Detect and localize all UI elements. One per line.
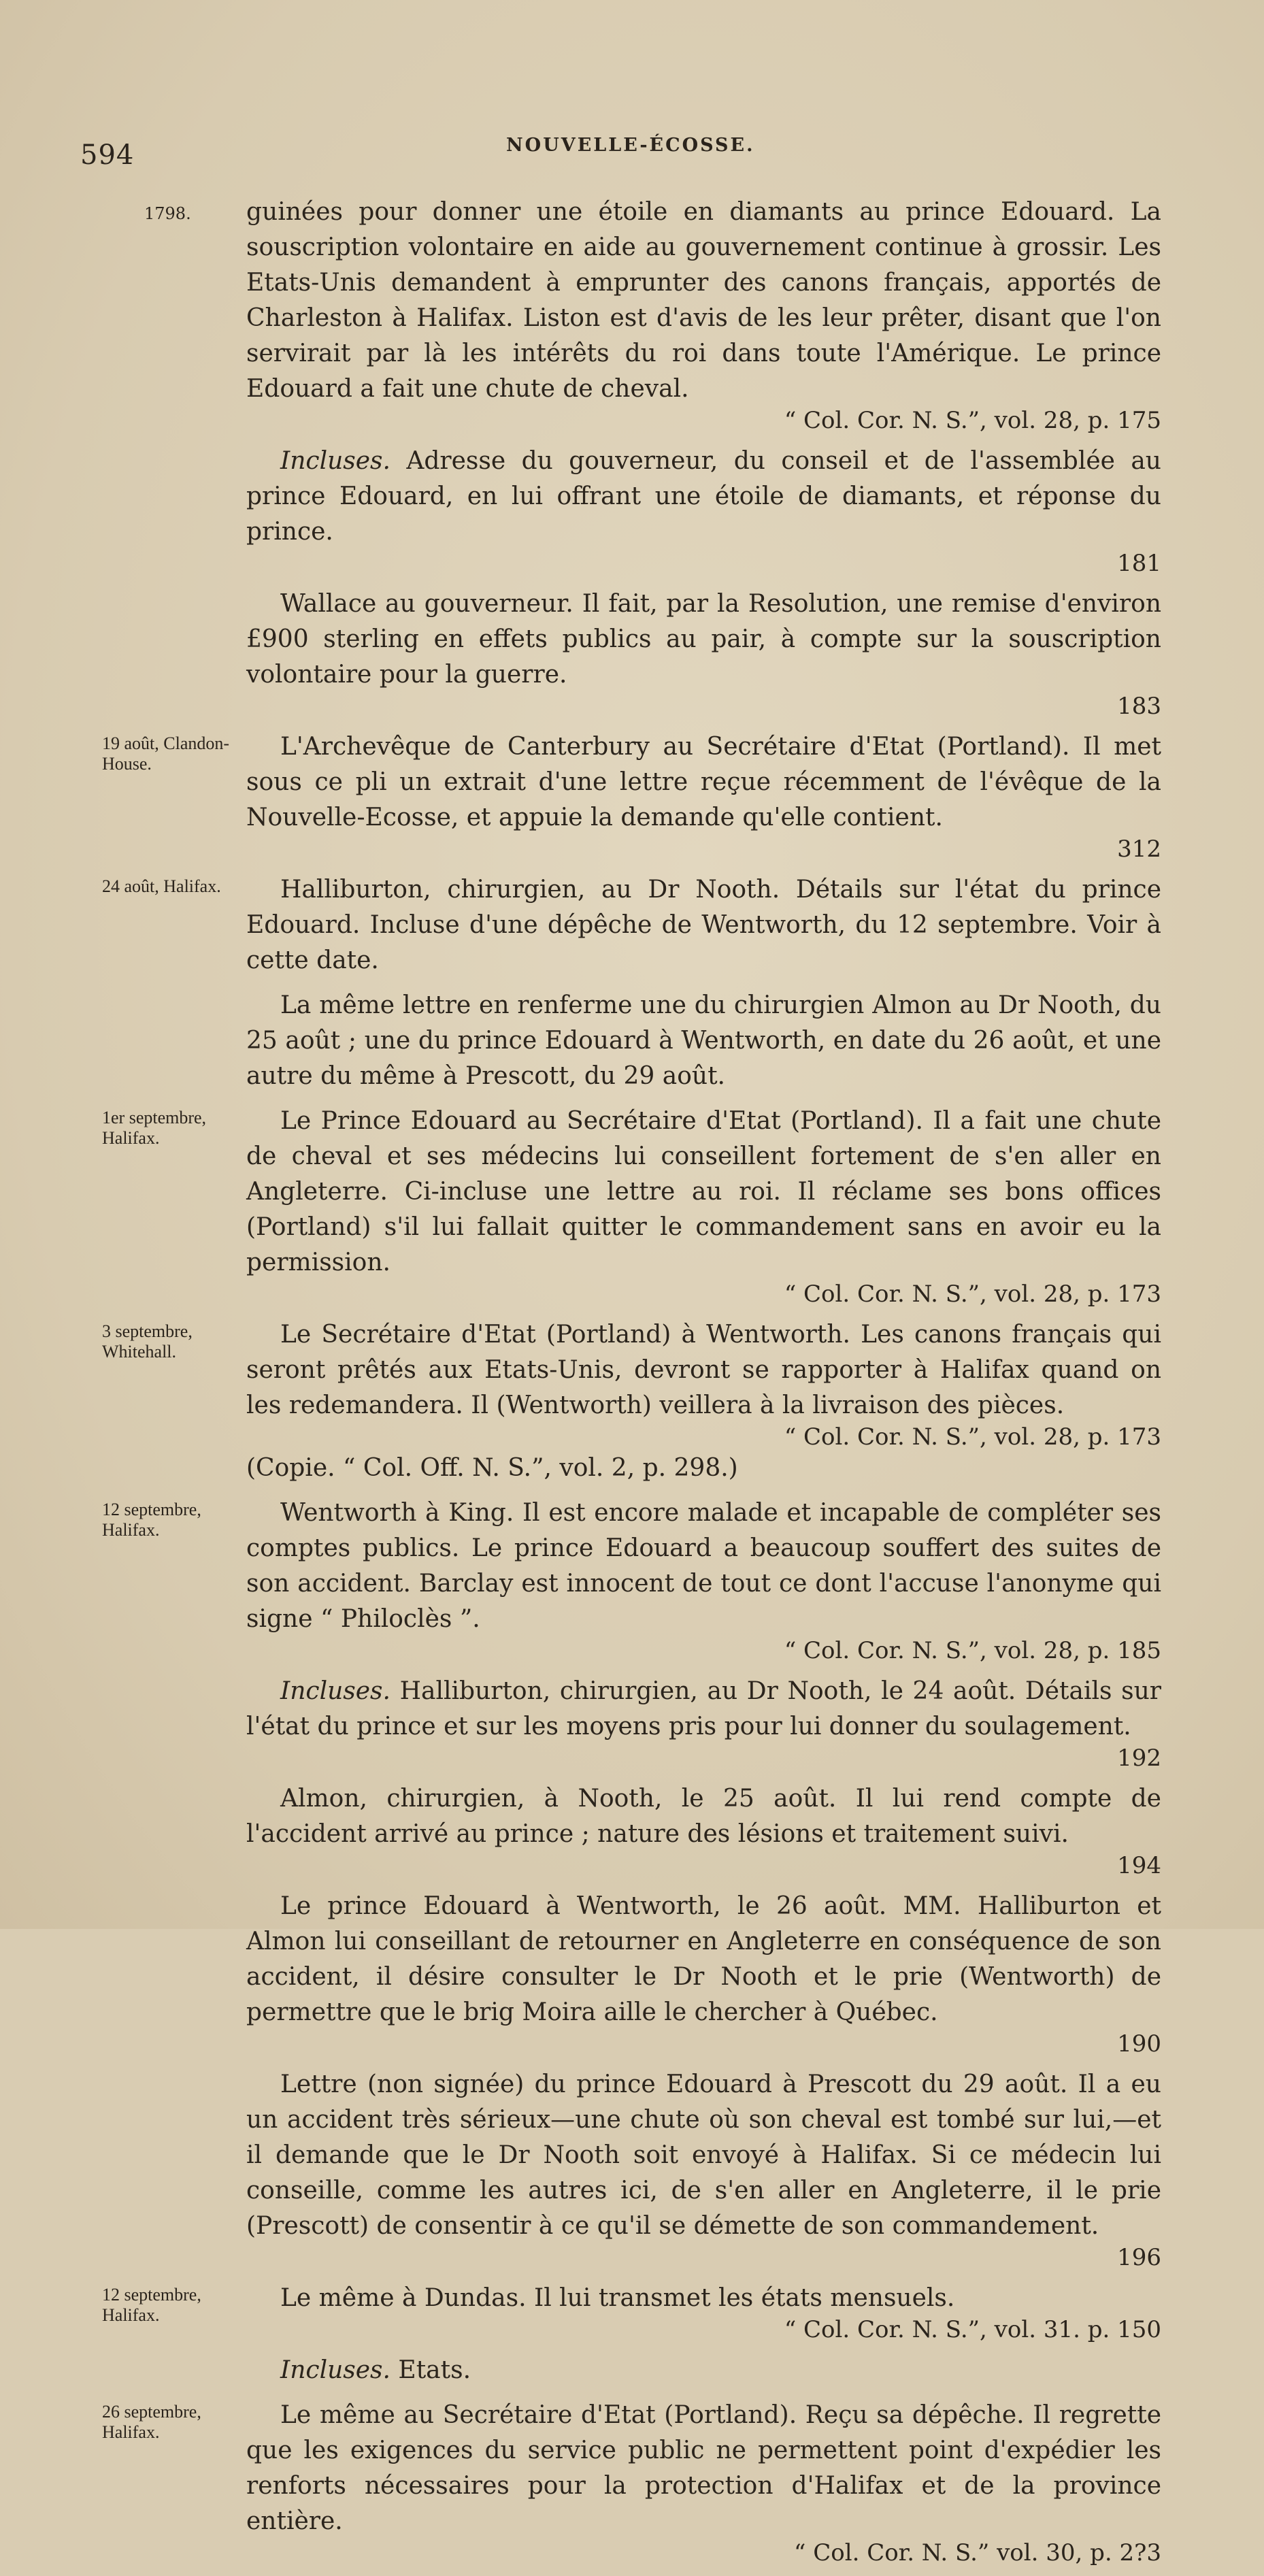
entry-text: [246, 872, 1161, 978]
calendar-entry: [102, 729, 1161, 863]
calendar-entry: [246, 587, 1161, 720]
entry-reference: “ Col. Cor. N. S.”, vol. 28, p. 175: [784, 407, 1161, 434]
entry-dateline: 1er septembre, Halifax.: [102, 1108, 207, 1148]
entry-text: [246, 2281, 1161, 2316]
entry-dateline: 19 août, Clandon-House.: [102, 733, 230, 774]
calendar-entry: [246, 2353, 1161, 2388]
year-marker: 1798.: [144, 204, 191, 223]
entry-reference: 181: [1117, 550, 1161, 577]
entry-text: [246, 2398, 1161, 2539]
entry-reference: 190: [1117, 2030, 1161, 2058]
entry-body: Le Secrétaire d'Etat (Portland) à Wentworth. Les canons français qui seront prêtés aux Etats-Unis, devront se rapporter à Halifax quand on les redemandera. Il (Wentworth) veillera à la livraison des pièces.: [246, 1321, 1161, 1419]
entry-reference: “ Col. Cor. N. S.”, vol. 28, p. 185: [784, 1637, 1161, 1664]
entry-body: Almon, chirurgien, à Nooth, le 25 août. Il lui rend compte de l'accident arrivé au prince ; nature des lésions et traitement suivi.: [246, 1785, 1161, 1848]
entry-lead: Incluses.: [280, 2356, 390, 2384]
entry-text: [246, 1889, 1161, 2030]
entry-body: La même lettre en renferme une du chirurgien Almon au Dr Nooth, du 25 août ; une du prince Edouard à Wentworth, en date du 26 août, et une autre du même à Prescott, du 29 août.: [246, 991, 1161, 1090]
entry-body: guinées pour donner une étoile en diamants au prince Edouard. La souscription volontaire en aide au gouvernement continue à grossir. Les Etats-Unis demandent à emprunter des canons français, apportés de Charleston à Halifax. Liston est d'avis de les leur prêter, disant que l'on servirait par là les intérêts du roi dans toute l'Amérique. Le prince Edouard a fait une chute de cheval.: [246, 198, 1161, 403]
entry-reference: 312: [1117, 836, 1161, 863]
calendar-entry: [246, 1889, 1161, 2058]
calendar-entry: [102, 1104, 1161, 1308]
calendar-entry: [102, 2281, 1161, 2343]
entry-copy-reference: (Copie. “ Col. Off. N. S.”, vol. 2, p. 298.): [246, 1454, 738, 1482]
entry-text: [246, 1104, 1161, 1281]
entry-lead: Incluses.: [280, 447, 390, 475]
entry-text: [246, 2067, 1161, 2244]
entry-reference: 194: [1117, 1852, 1161, 1879]
entry-reference: “ Col. Cor. N. S.”, vol. 31. p. 150: [784, 2316, 1161, 2343]
entry-body: Lettre (non signée) du prince Edouard à Prescott du 29 août. Il a eu un accident très sérieux—une chute où son cheval est tombé sur lui,—et il demande que le Dr Nooth soit envoyé à Halifax. Si ce médecin lui conseille, comme les autres ici, de s'en aller en Angleterre, il le prie (Prescott) de consentir à ce qu'il se démette de son commandement.: [246, 2070, 1161, 2240]
entry-reference: 196: [1117, 2244, 1161, 2271]
entry-body: Halliburton, chirurgien, au Dr Nooth. Détails sur l'état du prince Edouard. Incluse d'une dépêche de Wentworth, du 12 septembre. Voir à cette date.: [246, 876, 1161, 974]
entry-body: Le Prince Edouard au Secrétaire d'Etat (Portland). Il a fait une chute de cheval et ses médecins lui conseillent fortement de s'en aller en Angleterre. Ci-incluse une lettre au roi. Il réclame ses bons offices (Portland) s'il lui fallait quitter le commandement sans en avoir eu la permission.: [246, 1107, 1161, 1276]
entry-dateline: 12 septembre, Halifax.: [102, 1500, 201, 1540]
entry-text: [246, 1781, 1161, 1852]
calendar-entry: [102, 2398, 1161, 2566]
entry-reference: 192: [1117, 1745, 1161, 1772]
entry-text: [246, 1496, 1161, 1637]
entry-text: [246, 2353, 1161, 2388]
entry-dateline: 26 septembre, Halifax.: [102, 2402, 201, 2442]
entry-text: [246, 444, 1161, 550]
entry-body: Halliburton, chirurgien, au Dr Nooth, le 24 août. Détails sur l'état du prince et sur les moyens pris pour lui donner du soulagement.: [246, 1677, 1161, 1740]
entry-text: [246, 1674, 1161, 1745]
entry-text: [246, 587, 1161, 693]
calendar-entry: [102, 1496, 1161, 1664]
entry-body: L'Archevêque de Canterbury au Secrétaire d'Etat (Portland). Il met sous ce pli un extrait d'une lettre reçue récemment de l'évêque de la Nouvelle-Ecosse, et appuie la demande qu'elle contient.: [246, 733, 1161, 831]
entry-body: Le même à Dundas. Il lui transmet les états mensuels.: [280, 2284, 955, 2312]
entry-body: Le même au Secrétaire d'Etat (Portland). Reçu sa dépêche. Il regrette que les exigences du service public ne permettent point d'expédier les renforts nécessaires pour la protection d'Halifax et de la province entière.: [246, 2401, 1161, 2535]
entry-dateline: 12 septembre, Halifax.: [102, 2285, 201, 2325]
entry-reference: “ Col. Cor. N. S.”, vol. 28, p. 173: [784, 1281, 1161, 1308]
calendar-entry: [246, 1781, 1161, 1879]
entry-reference: 183: [1117, 693, 1161, 720]
entry-dateline: 24 août, Halifax.: [102, 876, 221, 896]
entry-text: [246, 729, 1161, 836]
calendar-entry: [246, 2067, 1161, 2271]
entry-lead: Incluses.: [280, 1677, 390, 1705]
calendar-entry: [246, 1674, 1161, 1772]
calendar-entry: [246, 444, 1161, 577]
calendar-entry: [246, 988, 1161, 1094]
entry-body: Wallace au gouverneur. Il fait, par la Resolution, une remise d'environ £900 sterling en effets publics au pair, à compte sur la souscription volontaire pour la guerre.: [246, 590, 1161, 689]
calendar-entry: [102, 1317, 1161, 1486]
entry-reference: “ Col. Cor. N. S.”, vol. 28, p. 173: [784, 1423, 1161, 1451]
entry-text: [246, 988, 1161, 1094]
calendar-entry: [102, 872, 1161, 978]
entry-body: Adresse du gouverneur, du conseil et de l'assemblée au prince Edouard, en lui offrant une étoile de diamants, et réponse du prince.: [246, 447, 1161, 546]
entry-dateline: 3 septembre, Whitehall.: [102, 1321, 193, 1361]
running-head: NOUVELLE-ÉCOSSE.: [506, 135, 755, 156]
entry-reference: “ Col. Cor. N. S.” vol. 30, p. 2?3: [794, 2539, 1161, 2566]
calendar-entry: [246, 195, 1161, 434]
entry-body: Etats.: [398, 2356, 471, 2384]
entry-text: [246, 1317, 1161, 1423]
entry-body: Le prince Edouard à Wentworth, le 26 août. MM. Halliburton et Almon lui conseillant de retourner en Angleterre en conséquence de son accident, il désire consulter le Dr Nooth et le prie (Wentworth) de permettre que le brig Moira aille le chercher à Québec.: [246, 1892, 1161, 2026]
entry-text: [246, 195, 1161, 407]
page-number: 594: [80, 139, 135, 171]
entry-body: Wentworth à King. Il est encore malade et incapable de compléter ses comptes publics. Le prince Edouard a beaucoup souffert des suites de son accident. Barclay est innocent de tout ce dont l'accuse l'anonyme qui signe “ Philoclès ”.: [246, 1499, 1161, 1633]
